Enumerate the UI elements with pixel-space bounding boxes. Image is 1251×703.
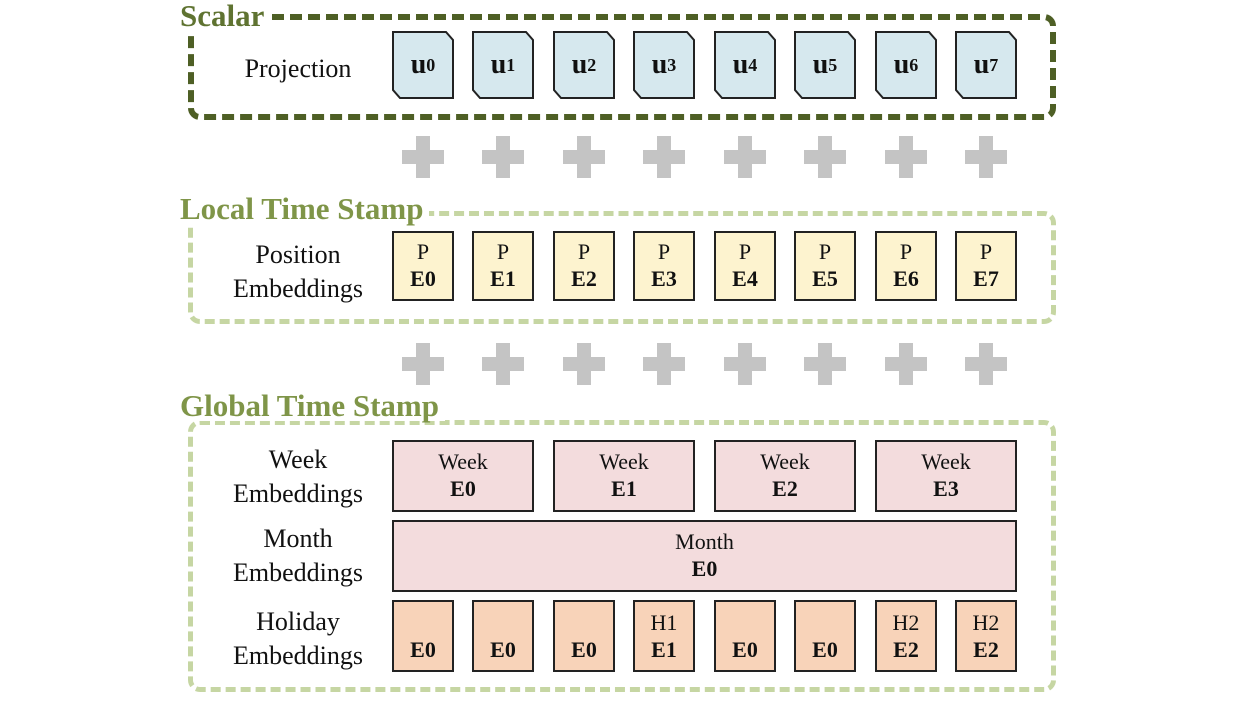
position-label-line2: Embeddings: [233, 274, 363, 303]
projection-subscript: 4: [748, 55, 758, 75]
projection-subscript: 1: [506, 55, 516, 75]
holiday-label: [222, 605, 374, 673]
global-title: Global Time Stamp: [180, 390, 445, 421]
projection-base: u: [571, 49, 588, 80]
projection-base: u: [651, 49, 668, 80]
plus-icon: [563, 136, 605, 178]
plus-icon: [965, 343, 1007, 385]
position-embedding-bottom: E1: [490, 266, 516, 291]
projection-subscript: 5: [828, 55, 838, 75]
holiday-embedding-box: [714, 600, 776, 672]
plus-icon: [804, 136, 846, 178]
position-embedding-bottom: E2: [571, 266, 597, 291]
projection-box-label: [633, 31, 695, 99]
month-embedding-box: [392, 520, 1017, 592]
week-label-line1: Week: [268, 445, 328, 474]
projection-subscript: 2: [587, 55, 597, 75]
projection-box: [633, 31, 695, 99]
holiday-embedding-bottom: E2: [973, 637, 999, 662]
projection-box-label: [955, 31, 1017, 99]
projection-base: u: [732, 49, 749, 80]
month-label-line2: Embeddings: [233, 558, 363, 587]
projection-label: [222, 52, 374, 86]
position-embedding-bottom: E6: [893, 266, 919, 291]
week-label: [222, 443, 374, 511]
holiday-embedding-box: [633, 600, 695, 672]
projection-box-label: [794, 31, 856, 99]
holiday-embedding-bottom: E1: [651, 637, 677, 662]
plus-icon: [885, 136, 927, 178]
position-embedding-bottom: E7: [973, 266, 999, 291]
position-embedding-bottom: E0: [410, 266, 436, 291]
position-embedding-box: [955, 231, 1017, 301]
projection-box: [553, 31, 615, 99]
week-embedding-top: Week: [599, 449, 649, 474]
position-label-line1: Position: [255, 240, 341, 269]
projection-base: u: [490, 49, 507, 80]
position-embedding-box: [553, 231, 615, 301]
plus-icon: [804, 343, 846, 385]
plus-icon: [402, 136, 444, 178]
position-embedding-top: P: [577, 239, 591, 264]
week-embedding-box: [875, 440, 1017, 512]
position-embedding-bottom: E4: [732, 266, 758, 291]
projection-box-label: [472, 31, 534, 99]
week-embedding-bottom: E0: [450, 476, 476, 501]
projection-box-label: [714, 31, 776, 99]
month-label: [222, 522, 374, 590]
holiday-embedding-bottom: E2: [893, 637, 919, 662]
plus-icon: [724, 343, 766, 385]
projection-box-label: [392, 31, 454, 99]
position-embedding-top: P: [979, 239, 993, 264]
plus-icon: [482, 136, 524, 178]
projection-box-label: [553, 31, 615, 99]
week-embedding-top: Week: [760, 449, 810, 474]
week-embedding-box: [392, 440, 534, 512]
position-embedding-box: [714, 231, 776, 301]
week-embedding-box: [714, 440, 856, 512]
projection-subscript: 0: [426, 55, 436, 75]
holiday-embedding-bottom: E0: [732, 637, 758, 662]
holiday-embedding-box: [875, 600, 937, 672]
projection-base: u: [973, 49, 990, 80]
projection-base: u: [410, 49, 427, 80]
holiday-embedding-top: H2: [972, 610, 1000, 635]
holiday-embedding-bottom: E0: [410, 637, 436, 662]
position-embedding-bottom: E3: [651, 266, 677, 291]
plus-icon: [965, 136, 1007, 178]
projection-base: u: [812, 49, 829, 80]
position-embedding-top: P: [738, 239, 752, 264]
holiday-embedding-box: [472, 600, 534, 672]
holiday-embedding-box: [794, 600, 856, 672]
month-embedding-bottom: E0: [691, 556, 718, 581]
week-embedding-top: Week: [438, 449, 488, 474]
holiday-label-line2: Embeddings: [233, 641, 363, 670]
position-embedding-box: [875, 231, 937, 301]
projection-label-text: Projection: [244, 54, 352, 83]
week-embedding-bottom: E2: [772, 476, 798, 501]
plus-icon: [402, 343, 444, 385]
plus-icon: [724, 136, 766, 178]
projection-subscript: 3: [667, 55, 677, 75]
week-embedding-box: [553, 440, 695, 512]
local-title: Local Time Stamp: [180, 193, 429, 224]
position-embedding-box: [472, 231, 534, 301]
plus-icon: [643, 343, 685, 385]
holiday-label-line1: Holiday: [256, 607, 340, 636]
projection-base: u: [893, 49, 910, 80]
plus-icon: [563, 343, 605, 385]
position-label: [222, 238, 374, 306]
position-embedding-box: [392, 231, 454, 301]
projection-box: [794, 31, 856, 99]
projection-box: [472, 31, 534, 99]
scalar-title: Scalar: [180, 0, 270, 31]
position-embedding-box: [794, 231, 856, 301]
holiday-embedding-bottom: E0: [490, 637, 516, 662]
plus-icon: [643, 136, 685, 178]
position-embedding-bottom: E5: [812, 266, 838, 291]
projection-subscript: 6: [909, 55, 919, 75]
position-embedding-box: [633, 231, 695, 301]
position-embedding-top: P: [416, 239, 430, 264]
plus-icon: [885, 343, 927, 385]
position-embedding-top: P: [818, 239, 832, 264]
week-label-line2: Embeddings: [233, 479, 363, 508]
projection-box: [955, 31, 1017, 99]
projection-box: [714, 31, 776, 99]
position-embedding-top: P: [899, 239, 913, 264]
projection-box: [392, 31, 454, 99]
position-embedding-top: P: [657, 239, 671, 264]
holiday-embedding-bottom: E0: [812, 637, 838, 662]
week-embedding-bottom: E1: [611, 476, 637, 501]
week-embedding-bottom: E3: [933, 476, 959, 501]
position-embedding-top: P: [496, 239, 510, 264]
holiday-embedding-box: [955, 600, 1017, 672]
month-label-line1: Month: [263, 524, 333, 553]
holiday-embedding-bottom: E0: [571, 637, 597, 662]
projection-box-label: [875, 31, 937, 99]
week-embedding-top: Week: [921, 449, 971, 474]
projection-subscript: 7: [989, 55, 999, 75]
holiday-embedding-box: [553, 600, 615, 672]
month-embedding-top: Month: [675, 529, 734, 554]
holiday-embedding-top: H1: [650, 610, 678, 635]
plus-icon: [482, 343, 524, 385]
holiday-embedding-top: H2: [892, 610, 920, 635]
projection-box: [875, 31, 937, 99]
holiday-embedding-box: [392, 600, 454, 672]
